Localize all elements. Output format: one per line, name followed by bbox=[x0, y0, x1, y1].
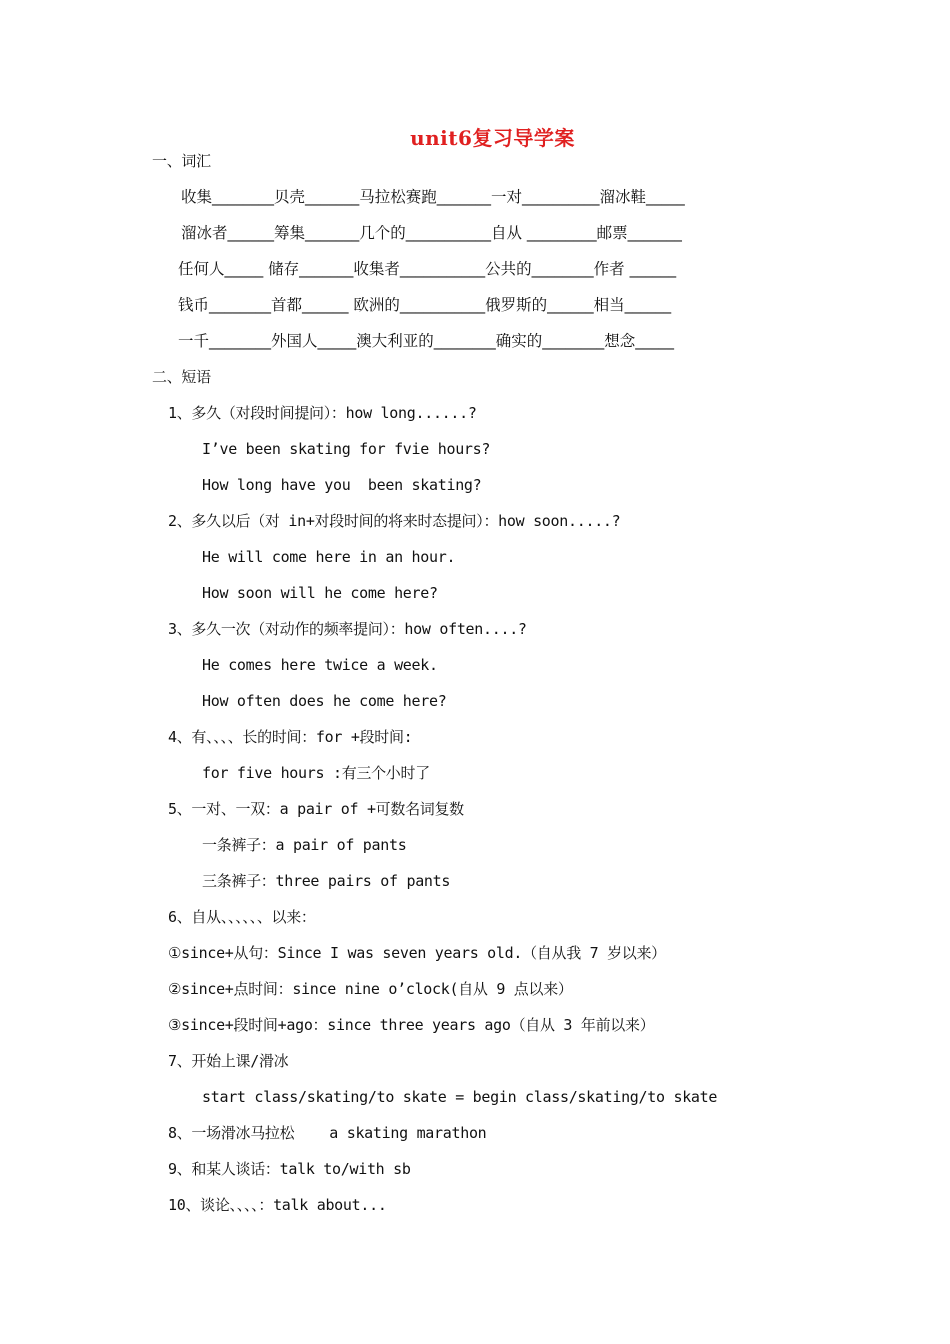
example-sentence: 三条裤子：three pairs of pants bbox=[202, 872, 451, 890]
phrase-item: 4、有、、、、长的时间：for +段时间: bbox=[168, 728, 413, 746]
phrase-item: 7、开始上课/滑冰 bbox=[168, 1052, 289, 1070]
phrase-item: 10、谈论、、、、：talk about... bbox=[168, 1196, 387, 1214]
example-sentence: for five hours :有三个小时了 bbox=[202, 764, 430, 782]
vocab-row: 溜冰者______筹集_______几个的___________自从 _________邮票_______ bbox=[181, 224, 682, 242]
phrase-item: 9、和某人谈话：talk to/with sb bbox=[168, 1160, 411, 1178]
phrase-item: 5、一对、一双：a pair of +可数名词复数 bbox=[168, 800, 464, 818]
example-sentence: He will come here in an hour. bbox=[202, 548, 456, 566]
page-title: unit6复习导学案 bbox=[410, 126, 575, 150]
example-sentence: 一条裤子：a pair of pants bbox=[202, 836, 407, 854]
example-sentence: ②since+点时间：since nine o’clock(自从 9 点以来） bbox=[168, 980, 573, 998]
example-sentence: I’ve been skating for fvie hours? bbox=[202, 440, 491, 458]
example-sentence: start class/skating/to skate = begin class/skating/to skate bbox=[202, 1088, 718, 1106]
phrase-item: 1、多久（对段时间提问）：how long......? bbox=[168, 404, 477, 422]
vocab-row: 任何人_____ 储存_______收集者___________公共的________作者 ______ bbox=[178, 260, 677, 278]
vocab-row: 一千________外国人_____澳大利亚的________确实的________想念_____ bbox=[178, 332, 675, 350]
phrase-item: 3、多久一次（对动作的频率提问）：how often....? bbox=[168, 620, 527, 638]
example-sentence: How often does he come here? bbox=[202, 692, 447, 710]
example-sentence: How soon will he come here? bbox=[202, 584, 438, 602]
section-heading-vocabulary: 一、词汇 bbox=[152, 152, 211, 170]
example-sentence: How long have you been skating? bbox=[202, 476, 482, 494]
example-sentence: He comes here twice a week. bbox=[202, 656, 438, 674]
phrase-item: 2、多久以后（对 in+对段时间的将来时态提问）：how soon.....? bbox=[168, 512, 621, 530]
vocab-row: 钱币________首都______ 欧洲的___________俄罗斯的______相当______ bbox=[178, 296, 672, 314]
example-sentence: ③since+段时间+ago：since three years ago（自从 3 年前以来） bbox=[168, 1016, 655, 1034]
section-heading-phrases: 二、短语 bbox=[152, 368, 211, 386]
phrase-item: 6、自从、、、、、、以来： bbox=[168, 908, 316, 926]
example-sentence: ①since+从句：Since I was seven years old.（自从我 7 岁以来） bbox=[168, 944, 666, 962]
vocab-row: 收集________贝壳_______马拉松赛跑_______一对__________溜冰鞋_____ bbox=[181, 188, 685, 206]
phrase-item: 8、一场滑冰马拉松 a skating marathon bbox=[168, 1124, 487, 1142]
